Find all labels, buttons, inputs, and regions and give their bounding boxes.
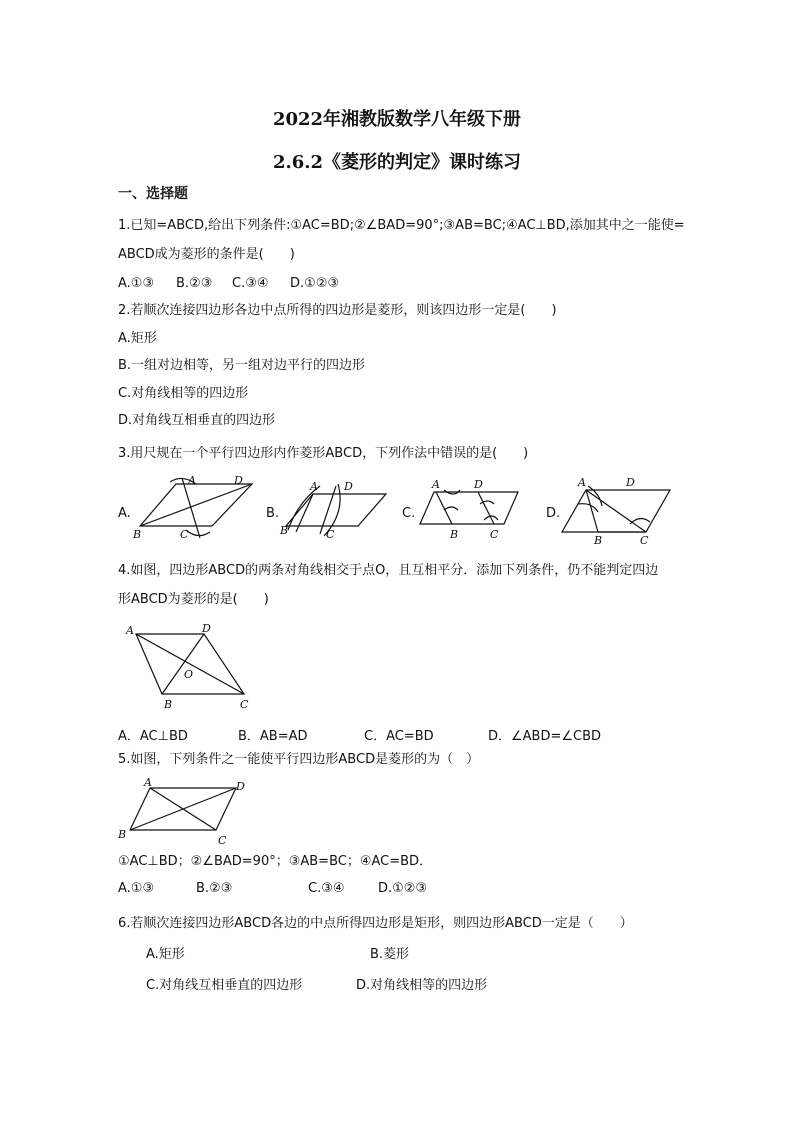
q3a-label-a: A <box>188 474 196 487</box>
q1-option-c: C.③④ <box>232 276 269 291</box>
q5-label-a: A <box>144 776 152 789</box>
q2-option-d: D.对角线互相垂直的四边形 <box>118 413 276 428</box>
q5-stem: 5.如图，下列条件之一能使平行四边形ABCD是菱形的为（ ） <box>118 752 480 767</box>
q4-stem-line1: 4.如图，四边形ABCD的两条对角线相交于点O，且互相平分．添加下列条件，仍不能判定四边 <box>118 563 659 578</box>
q1-option-a: A.①③ <box>118 276 155 291</box>
section-heading: 一、选择题 <box>118 186 188 202</box>
q4-option-b: B．AB=AD <box>238 729 308 744</box>
q3d-label-a: A <box>578 476 586 489</box>
q3-figure-c <box>414 472 524 544</box>
q4-stem-line2: 形ABCD为菱形的是( ) <box>118 592 269 607</box>
q3b-label-d: D <box>344 480 353 493</box>
q4-option-a: A．AC⊥BD <box>118 729 188 744</box>
q5-label-c: C <box>218 834 227 847</box>
q5-option-b: B.②③ <box>196 881 233 896</box>
q4-option-c: C．AC=BD <box>364 729 434 744</box>
q6-stem: 6.若顺次连接四边形ABCD各边的中点所得四边形是矩形，则四边形ABCD一定是（ ） <box>118 916 633 931</box>
q3a-label-c: C <box>180 528 189 541</box>
q4-label-o: O <box>184 668 194 681</box>
q3-option-a-label: A. <box>118 506 131 521</box>
q3-figure-a <box>130 472 260 544</box>
q3-figure-d <box>558 472 678 547</box>
q3d-label-c: C <box>640 534 649 547</box>
q5-label-d: D <box>236 780 245 793</box>
q3d-label-d: D <box>626 476 635 489</box>
q4-label-b: B <box>164 698 173 711</box>
q4-option-d: D．∠ABD=∠CBD <box>488 729 602 744</box>
q6-option-d: D.对角线相等的四边形 <box>356 978 488 993</box>
q4-label-d: D <box>202 622 211 635</box>
q5-option-d: D.①②③ <box>378 881 428 896</box>
q4-figure <box>120 622 260 712</box>
q5-option-a: A.①③ <box>118 881 155 896</box>
q5-option-c: C.③④ <box>308 881 345 896</box>
q4-label-a: A <box>126 624 134 637</box>
q3c-label-c: C <box>490 528 499 541</box>
q5-label-b: B <box>118 828 127 841</box>
q5-conditions: ①AC⊥BD；②∠BAD=90°；③AB=BC；④AC=BD． <box>118 854 433 869</box>
q4-label-c: C <box>240 698 249 711</box>
q6-option-a: A.矩形 <box>146 947 185 962</box>
q3-option-b-label: B. <box>266 506 280 521</box>
q3c-label-b: B <box>450 528 459 541</box>
q3b-label-b: B <box>280 524 289 537</box>
q3d-label-b: B <box>594 534 603 547</box>
q2-option-c: C.对角线相等的四边形 <box>118 386 249 401</box>
q2-stem: 2.若顺次连接四边形各边中点所得的四边形是菱形，则该四边形一定是( ) <box>118 303 557 318</box>
q3-stem: 3.用尺规在一个平行四边形内作菱形ABCD，下列作法中错误的是( ) <box>118 446 529 461</box>
q6-option-b: B.菱形 <box>370 947 410 962</box>
q1-stem-line2: ABCD成为菱形的条件是( ) <box>118 247 295 262</box>
q3a-label-b: B <box>133 528 142 541</box>
document-title: 2022年湘教版数学八年级下册 <box>272 109 522 130</box>
q5-figure <box>116 776 256 846</box>
q1-option-d: D.①②③ <box>290 276 340 291</box>
q3b-label-a: A <box>310 480 318 493</box>
q2-option-a: A.矩形 <box>118 331 157 346</box>
q2-option-b: B.一组对边相等，另一组对边平行的四边形 <box>118 358 366 373</box>
q6-option-c: C.对角线互相垂直的四边形 <box>146 978 303 993</box>
q3-option-c-label: C. <box>402 506 416 521</box>
q3c-label-d: D <box>474 478 483 491</box>
q3c-label-a: A <box>432 478 440 491</box>
q3b-label-c: C <box>326 528 335 541</box>
q3-figure-b <box>278 472 393 544</box>
document-subtitle: 2.6.2《菱形的判定》课时练习 <box>272 152 522 173</box>
q1-option-b: B.②③ <box>176 276 213 291</box>
q3a-label-d: D <box>234 474 243 487</box>
q3-option-d-label: D. <box>546 506 561 521</box>
q1-stem-line1: 1.已知=ABCD,给出下列条件:①AC=BD;②∠BAD=90°;③AB=BC;④AC⊥BD,添加其中之一能使= <box>118 218 685 233</box>
